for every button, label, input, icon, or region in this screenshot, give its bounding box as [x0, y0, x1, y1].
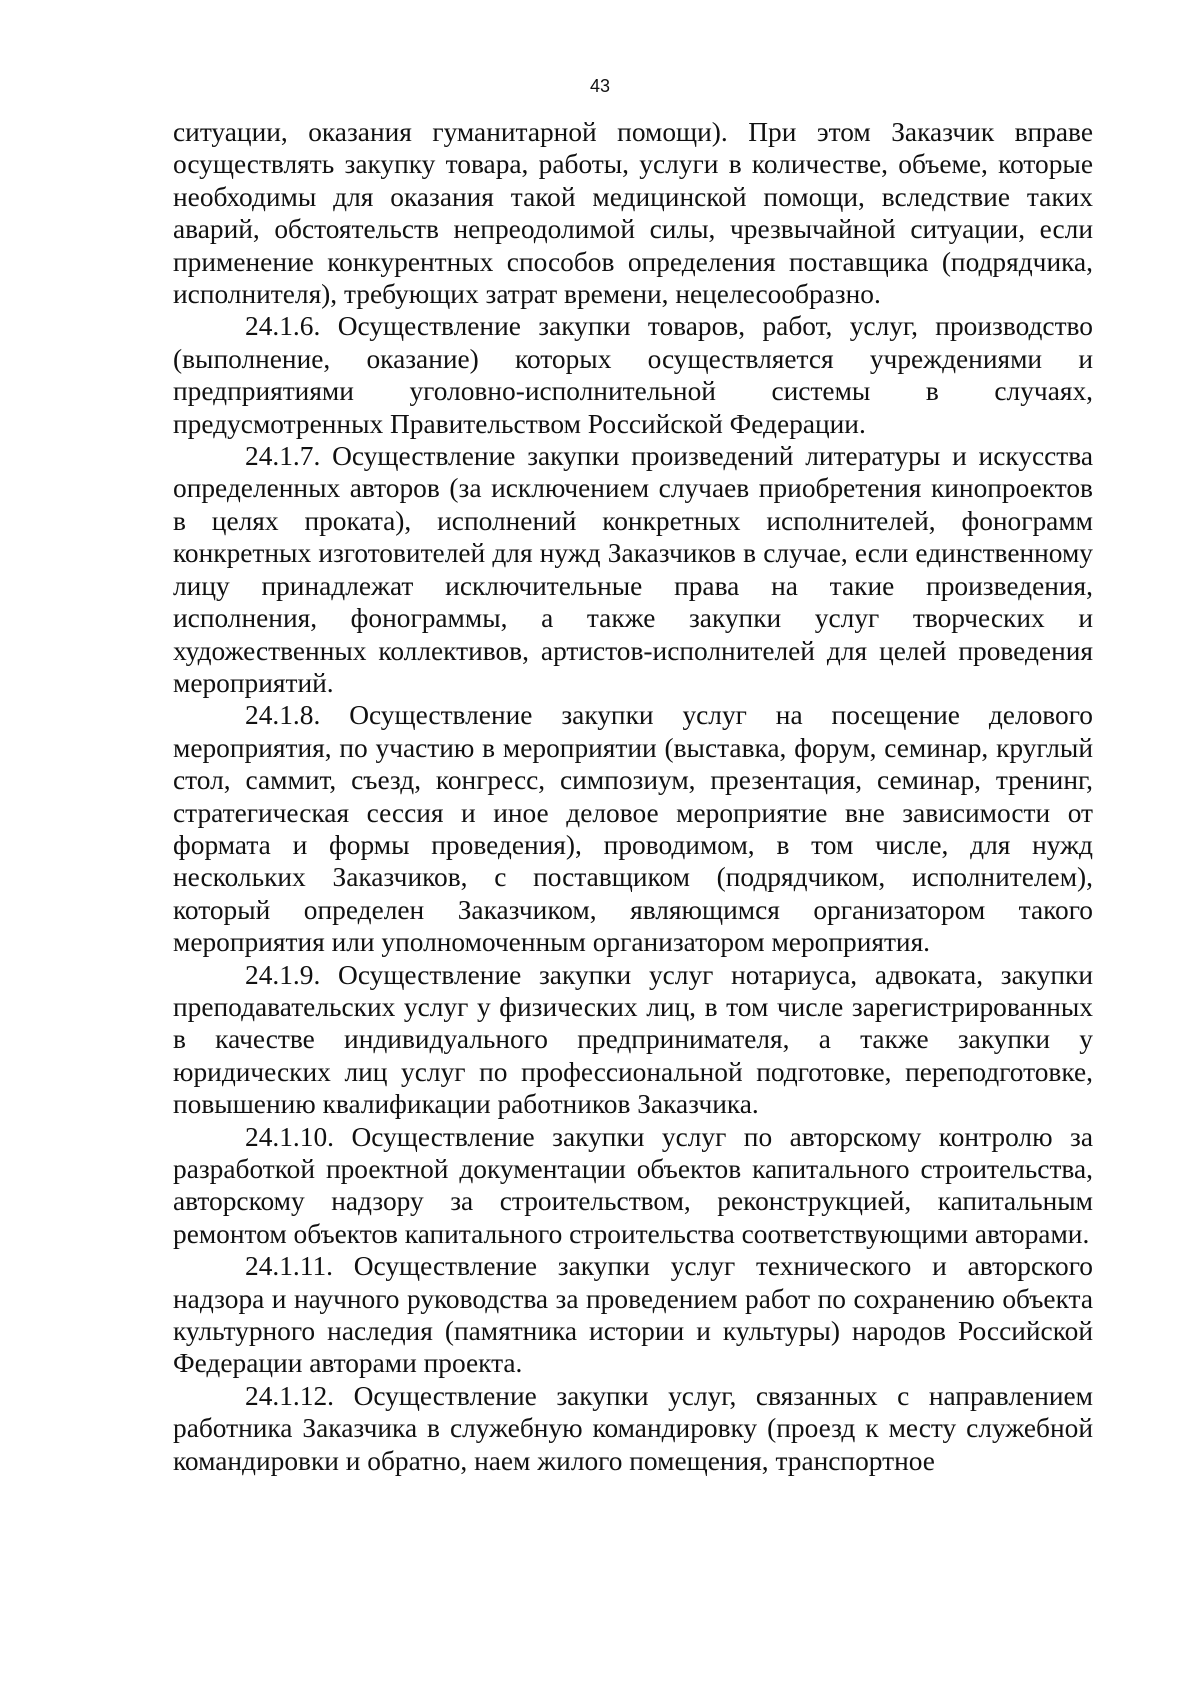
paragraph-24-1-12: 24.1.12. Осуществление закупки услуг, связанных с направлением работника Заказчика в служебную командировку (проезд к месту служебной командировки и обратно, наем жилого помещения, транспортное: [173, 1380, 1093, 1476]
paragraph-continuation: ситуации, оказания гуманитарной помощи). При этом Заказчик вправе осуществлять закупку товара, работы, услуги в количестве, объеме, которые необходимы для оказания такой медицинской помощи, вследствие таких аварий, обстоятельств непреодолимой силы, чрезвычайной ситуации, если применение конкурентных способов определения поставщика (подрядчика, исполнителя), требующих затрат времени, нецелесообразно.: [173, 117, 1093, 310]
paragraph-24-1-8: 24.1.8. Осуществление закупки услуг на посещение делового мероприятия, по участию в мероприятии (выставка, форум, семинар, круглый стол, саммит, съезд, конгресс, симпозиум, презентация, семинар, тренинг, стратегическая сессия и иное деловое мероприятие вне зависимости от формата и формы проведения), проводимом, в том числе, для нужд нескольких Заказчиков, с поставщиком (подрядчиком, исполнителем), который определен Заказчиком, являющимся организатором такого мероприятия или уполномоченным организатором мероприятия.: [173, 700, 1093, 958]
paragraph-24-1-7: 24.1.7. Осуществление закупки произведений литературы и искусства определенных авторов (за исключением случаев приобретения кинопроектов в целях проката), исполнений конкретных исполнителей, фонограмм конкретных изготовителей для нужд Заказчиков в случае, если единственному лицу принадлежат исключительные права на такие произведения, исполнения, фонограммы, а также закупки услуг творческих и художественных коллективов, артистов-исполнителей для целей проведения мероприятий.: [173, 441, 1093, 698]
paragraph-24-1-9: 24.1.9. Осуществление закупки услуг нотариуса, адвоката, закупки преподавательских услуг у физических лиц, в том числе зарегистрированных в качестве индивидуального предпринимателя, а также закупки у юридических лиц услуг по профессиональной подготовке, переподготовке, повышению квалификации работников Заказчика.: [173, 959, 1093, 1120]
paragraph-24-1-6: 24.1.6. Осуществление закупки товаров, работ, услуг, производство (выполнение, оказание) которых осуществляется учреждениями и предприятиями уголовно-исполнительной системы в случаях, предусмотренных Правительством Российской Федерации.: [173, 311, 1093, 439]
document-body: [173, 116, 1093, 1477]
paragraph-24-1-10: 24.1.10. Осуществление закупки услуг по авторскому контролю за разработкой проектной документации объектов капитального строительства, авторскому надзору за строительством, реконструкцией, капитальным ремонтом объектов капитального строительства соответствующими авторами.: [173, 1121, 1093, 1249]
paragraph-24-1-11: 24.1.11. Осуществление закупки услуг технического и авторского надзора и научного руководства за проведением работ по сохранению объекта культурного наследия (памятника истории и культуры) народов Российской Федерации авторами проекта.: [173, 1251, 1093, 1379]
page-number: 43: [589, 76, 611, 96]
